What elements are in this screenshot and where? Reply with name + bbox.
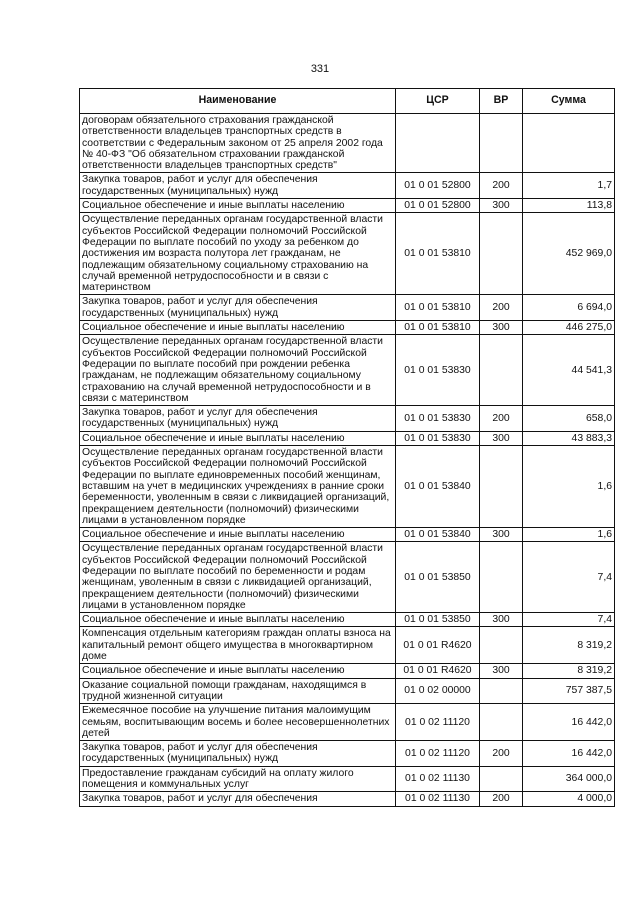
vr-cell <box>480 335 523 406</box>
vr-cell <box>480 704 523 741</box>
sum-cell: 8 319,2 <box>523 664 615 678</box>
name-cell: Социальное обеспечение и иные выплаты населению <box>80 431 396 445</box>
table-row <box>80 627 615 664</box>
vr-cell: 300 <box>480 199 523 213</box>
page-number: 331 <box>310 63 330 75</box>
csr-cell: 01 0 01 53810 <box>396 213 480 295</box>
csr-cell: 01 0 01 53830 <box>396 335 480 406</box>
name-cell: Осуществление переданных органам государственной власти субъектов Российской Федерации полномочий Российской Федерации по выплате единовременных пособий женщинам, вставшим на учет в медицинских учреждениях в ранние сроки беременности, уволенным в связи с ликвидацией организаций, прекращением деятельности (полномочий) физическими лицами в установленном порядке <box>80 446 396 528</box>
vr-cell <box>480 766 523 792</box>
vr-cell: 300 <box>480 528 523 542</box>
csr-cell <box>396 114 480 173</box>
csr-cell: 01 0 01 53830 <box>396 406 480 432</box>
table-row <box>80 213 615 295</box>
csr-cell: 01 0 02 11120 <box>396 704 480 741</box>
sum-cell: 1,7 <box>523 173 615 199</box>
name-cell: Социальное обеспечение и иные выплаты населению <box>80 528 396 542</box>
sum-cell: 4 000,0 <box>523 792 615 806</box>
header-csr: ЦСР <box>396 89 480 114</box>
name-cell: Ежемесячное пособие на улучшение питания малоимущим семьям, воспитывающим восемь и более несовершеннолетних детей <box>80 704 396 741</box>
sum-cell: 44 541,3 <box>523 335 615 406</box>
sum-cell: 113,8 <box>523 199 615 213</box>
csr-cell: 01 0 01 53850 <box>396 613 480 627</box>
name-cell: Осуществление переданных органам государственной власти субъектов Российской Федерации полномочий Российской Федерации по выплате пособий по беременности и родам женщинам, уволенным в связи с ликвидацией организаций, прекращением деятельности (полномочий) физическими лицами в установленном порядке <box>80 542 396 613</box>
csr-cell: 01 0 01 53840 <box>396 528 480 542</box>
sum-cell: 1,6 <box>523 528 615 542</box>
vr-cell: 200 <box>480 741 523 767</box>
name-cell: Социальное обеспечение и иные выплаты населению <box>80 613 396 627</box>
table-row <box>80 114 615 173</box>
header-vr: ВР <box>480 89 523 114</box>
vr-cell: 300 <box>480 321 523 335</box>
name-cell: Закупка товаров, работ и услуг для обеспечения государственных (муниципальных) нужд <box>80 173 396 199</box>
csr-cell: 01 0 02 00000 <box>396 678 480 704</box>
sum-cell: 6 694,0 <box>523 295 615 321</box>
vr-cell <box>480 542 523 613</box>
name-cell: Осуществление переданных органам государственной власти субъектов Российской Федерации полномочий Российской Федерации по выплате пособий по уходу за ребенком до достижения им возраста полутора лет гражданам, не подлежащим обязательному социальному страхованию на случай временной нетрудоспособности и в связи с материнством <box>80 213 396 295</box>
vr-cell <box>480 627 523 664</box>
name-cell: Закупка товаров, работ и услуг для обеспечения государственных (муниципальных) нужд <box>80 406 396 432</box>
vr-cell <box>480 446 523 528</box>
vr-cell: 200 <box>480 295 523 321</box>
name-cell: Предоставление гражданам субсидий на оплату жилого помещения и коммунальных услуг <box>80 766 396 792</box>
csr-cell: 01 0 02 11130 <box>396 792 480 806</box>
sum-cell: 757 387,5 <box>523 678 615 704</box>
table-row <box>80 431 615 445</box>
vr-cell <box>480 678 523 704</box>
table-row <box>80 173 615 199</box>
vr-cell <box>480 114 523 173</box>
name-cell: Закупка товаров, работ и услуг для обеспечения <box>80 792 396 806</box>
table-row <box>80 542 615 613</box>
table-row <box>80 766 615 792</box>
table-header-row <box>80 89 615 114</box>
csr-cell: 01 0 01 53840 <box>396 446 480 528</box>
table-row <box>80 446 615 528</box>
sum-cell: 16 442,0 <box>523 704 615 741</box>
csr-cell: 01 0 01 53850 <box>396 542 480 613</box>
table-row <box>80 528 615 542</box>
sum-cell: 43 883,3 <box>523 431 615 445</box>
csr-cell: 01 0 02 11130 <box>396 766 480 792</box>
csr-cell: 01 0 01 53810 <box>396 321 480 335</box>
budget-table <box>79 88 615 807</box>
name-cell: Социальное обеспечение и иные выплаты населению <box>80 321 396 335</box>
sum-cell: 658,0 <box>523 406 615 432</box>
table-row <box>80 321 615 335</box>
sum-cell <box>523 114 615 173</box>
csr-cell: 01 0 01 52800 <box>396 199 480 213</box>
table-row <box>80 704 615 741</box>
vr-cell: 200 <box>480 406 523 432</box>
sum-cell: 7,4 <box>523 542 615 613</box>
csr-cell: 01 0 02 11120 <box>396 741 480 767</box>
sum-cell: 1,6 <box>523 446 615 528</box>
table-row <box>80 613 615 627</box>
csr-cell: 01 0 01 R4620 <box>396 664 480 678</box>
sum-cell: 364 000,0 <box>523 766 615 792</box>
header-sum: Сумма <box>523 89 615 114</box>
table-row <box>80 792 615 806</box>
sum-cell: 7,4 <box>523 613 615 627</box>
table-row <box>80 199 615 213</box>
vr-cell: 300 <box>480 431 523 445</box>
vr-cell: 300 <box>480 613 523 627</box>
csr-cell: 01 0 01 53810 <box>396 295 480 321</box>
vr-cell: 300 <box>480 664 523 678</box>
sum-cell: 446 275,0 <box>523 321 615 335</box>
vr-cell: 200 <box>480 173 523 199</box>
name-cell: Компенсация отдельным категориям граждан оплаты взноса на капитальный ремонт общего имущества в многоквартирном доме <box>80 627 396 664</box>
table-row <box>80 678 615 704</box>
sum-cell: 16 442,0 <box>523 741 615 767</box>
name-cell: Социальное обеспечение и иные выплаты населению <box>80 199 396 213</box>
csr-cell: 01 0 01 R4620 <box>396 627 480 664</box>
csr-cell: 01 0 01 53830 <box>396 431 480 445</box>
name-cell: договорам обязательного страхования гражданской ответственности владельцев транспортных средств в соответствии с Федеральным законом от 25 апреля 2002 года № 40-ФЗ "Об обязательном страховании гражданской ответственности владельцев транспортных средств" <box>80 114 396 173</box>
vr-cell <box>480 213 523 295</box>
name-cell: Закупка товаров, работ и услуг для обеспечения государственных (муниципальных) нужд <box>80 295 396 321</box>
sum-cell: 8 319,2 <box>523 627 615 664</box>
vr-cell: 200 <box>480 792 523 806</box>
table-row <box>80 406 615 432</box>
name-cell: Осуществление переданных органам государственной власти субъектов Российской Федерации полномочий Российской Федерации по выплате пособий при рождении ребенка гражданам, не подлежащим обязательному социальному страхованию на случай временной нетрудоспособности и в связи с материнством <box>80 335 396 406</box>
name-cell: Оказание социальной помощи гражданам, находящимся в трудной жизненной ситуации <box>80 678 396 704</box>
csr-cell: 01 0 01 52800 <box>396 173 480 199</box>
table-row <box>80 295 615 321</box>
header-name: Наименование <box>80 89 396 114</box>
table-row <box>80 664 615 678</box>
table-row <box>80 741 615 767</box>
table-row <box>80 335 615 406</box>
sum-cell: 452 969,0 <box>523 213 615 295</box>
name-cell: Социальное обеспечение и иные выплаты населению <box>80 664 396 678</box>
name-cell: Закупка товаров, работ и услуг для обеспечения государственных (муниципальных) нужд <box>80 741 396 767</box>
